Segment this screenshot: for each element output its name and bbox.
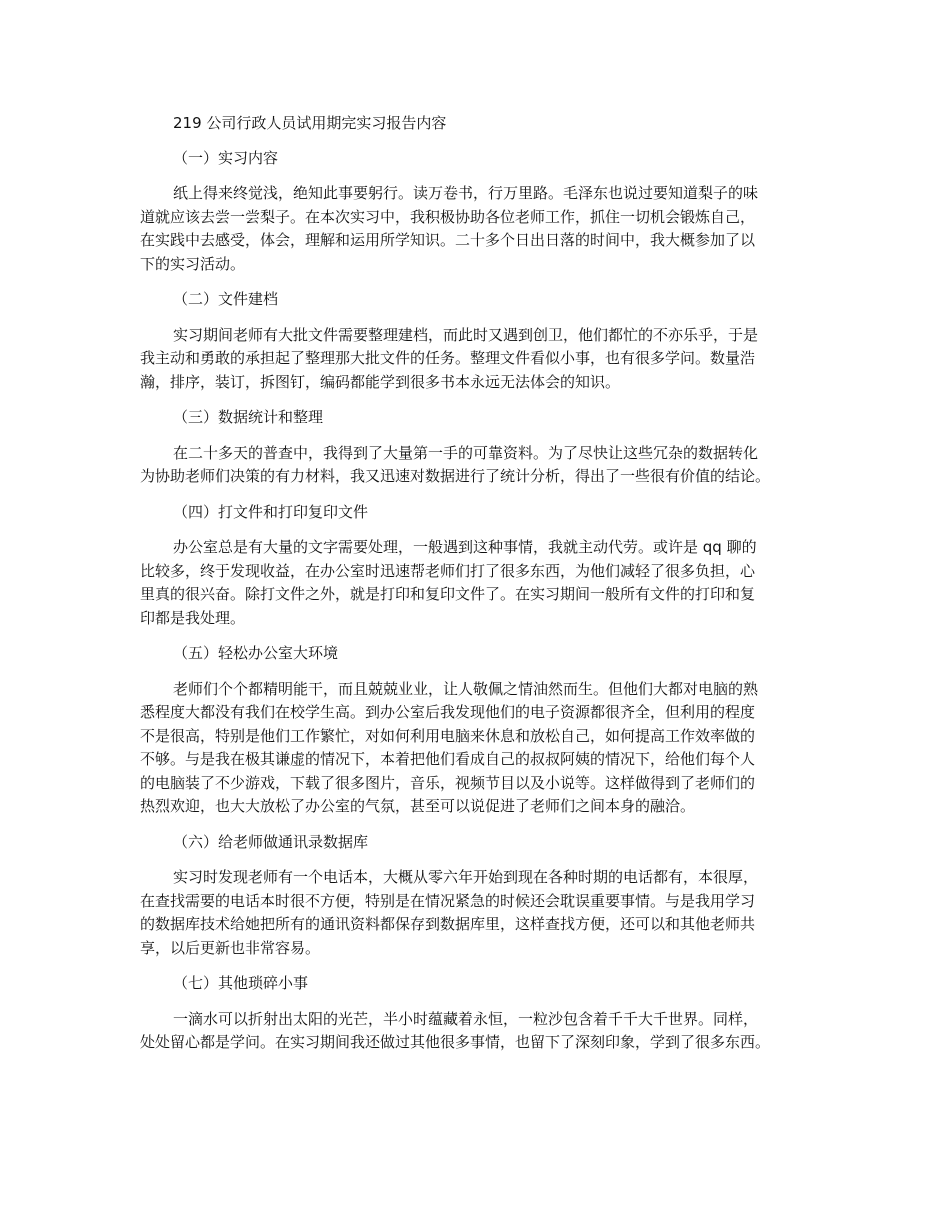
paragraph-line: 的数据库技术给她把所有的通讯资料都保存到数据库里，这样查找方便，还可以和其他老师共: [140, 915, 756, 933]
paragraph-line: 下的实习活动。: [140, 254, 246, 273]
section-heading-5: （五）轻松办公室大环境: [173, 644, 339, 662]
paragraph-line: 实习时发现老师有一个电话本，大概从零六年开始到现在各种时期的电话都有，本很厚，: [173, 868, 759, 886]
paragraph-line: 在查找需要的电话本时很不方便，特别是在情况紧急的时候还会耽误重要事情。与是我用学习: [140, 891, 756, 910]
document-body: [140, 112, 816, 1067]
paragraph-line: 我主动和勇敢的承担起了整理那大批文件的任务。整理文件看似小事，也有很多学问。数量浩: [140, 349, 756, 367]
document-title: 219 公司行政人员试用期完实习报告内容: [173, 114, 447, 132]
section-heading-6: （六）给老师做通讯录数据库: [173, 832, 369, 851]
paragraph-line: 比较多，终于发现收益，在办公室时迅速帮老师们打了很多东西，为他们减轻了很多负担，心: [140, 561, 756, 580]
paragraph-line: 享，以后更新也非常容易。: [140, 938, 321, 957]
section-heading-2: （二）文件建档: [173, 290, 279, 308]
paragraph-line: 实习期间老师有大批文件需要整理建档，而此时又遇到创卫，他们都忙的不亦乐乎，于是: [173, 325, 759, 344]
section-heading-4: （四）打文件和打印复印文件: [173, 502, 369, 521]
paragraph-line: 里真的很兴奋。除打文件之外，就是打印和复印文件了。在实习期间一般所有文件的打印和复: [140, 585, 756, 603]
section-paragraph-1: [140, 182, 816, 276]
paragraph-line: 处处留心都是学问。在实习期间我还做过其他很多事情，也留下了深刻印象，学到了很多东西。: [140, 1033, 771, 1051]
section-paragraph-3: [140, 442, 816, 489]
section-paragraph-4: [140, 536, 816, 630]
paragraph-line: 道就应该去尝一尝梨子。在本次实习中，我积极协助各位老师工作，抓住一切机会锻炼自己，: [140, 207, 756, 226]
paragraph-line: 在实践中去感受，体会，理解和运用所学知识。二十多个日出日落的时间中，我大概参加了以: [140, 231, 756, 249]
paragraph-line: 老师们个个都精明能干，而且兢兢业业，让人敬佩之情油然而生。但他们大都对电脑的熟: [173, 679, 759, 698]
paragraph-line: 瀚，排序，装订，拆图钉，编码都能学到很多书本永远无法体会的知识。: [140, 372, 621, 391]
paragraph-line: 的电脑装了不少游戏，下载了很多图片，音乐，视频节目以及小说等。这样做得到了老师们的: [140, 773, 756, 792]
section-paragraph-7: [140, 1008, 816, 1055]
section-heading-3: （三）数据统计和整理: [173, 408, 324, 426]
paragraph-line: 为协助老师们决策的有力材料，我又迅速对数据进行了统计分析，得出了一些很有价值的结论。: [140, 467, 771, 485]
paragraph-line: 悉程度大都没有我们在校学生高。到办公室后我发现他们的电子资源都很齐全，但利用的程度: [140, 703, 756, 721]
paragraph-line: 在二十多天的普查中，我得到了大量第一手的可靠资料。为了尽快让这些冗杂的数据转化: [173, 443, 759, 462]
paragraph-line: 一滴水可以折射出太阳的光芒，半小时蕴藏着永恒，一粒沙包含着千千大千世界。同样，: [173, 1009, 759, 1028]
paragraph-line: 不是很高，特别是他们工作繁忙，对如何利用电脑来休息和放松自己，如何提高工作效率做的: [140, 726, 756, 745]
section-paragraph-6: [140, 866, 816, 960]
section-heading-1: （一）实习内容: [173, 148, 279, 167]
paragraph-line: 纸上得来终觉浅，绝知此事要躬行。读万卷书，行万里路。毛泽东也说过要知道梨子的味: [173, 184, 759, 202]
section-paragraph-2: [140, 324, 816, 395]
paragraph-line: 不够。与是我在极其谦虚的情况下，本着把他们看成自己的叔叔阿姨的情况下，给他们每个人: [140, 750, 756, 768]
paragraph-line: 办公室总是有大量的文字需要处理，一般遇到这种事情，我就主动代劳。或许是 qq 聊的: [173, 538, 757, 556]
section-paragraph-5: [140, 678, 816, 819]
section-heading-7: （七）其他琐碎小事: [173, 974, 309, 992]
paragraph-line: 热烈欢迎，也大大放松了办公室的气氛，甚至可以说促进了老师们之间本身的融洽。: [140, 797, 696, 815]
paragraph-line: 印都是我处理。: [140, 608, 246, 627]
